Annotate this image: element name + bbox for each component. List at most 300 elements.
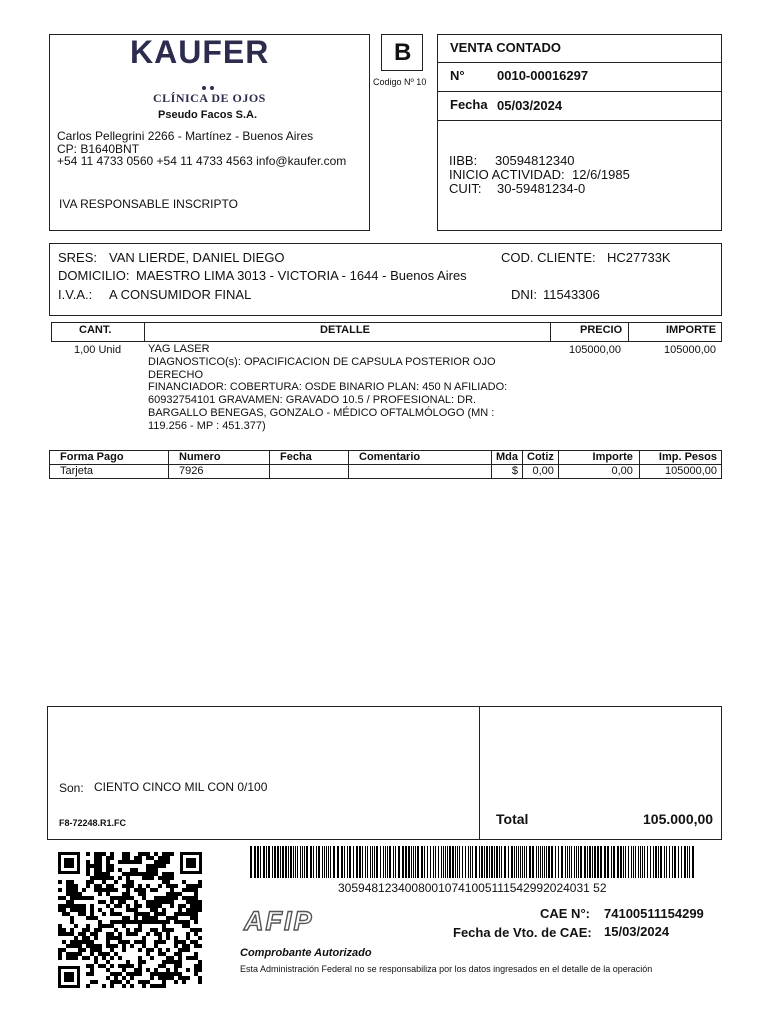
barcode-bar — [455, 846, 456, 878]
qr-module — [154, 916, 158, 920]
barcode-number: 30594812340080010741005111542992024031 52 — [338, 881, 607, 895]
qr-module — [106, 884, 110, 888]
pay-header-mda: Mda — [492, 451, 523, 465]
customer-box — [49, 243, 722, 316]
qr-module — [122, 920, 126, 924]
qr-module — [66, 888, 70, 892]
barcode-bar — [514, 846, 515, 878]
qr-module — [118, 936, 122, 940]
item-detalle — [148, 343, 507, 433]
qr-module — [174, 940, 178, 944]
barcode-bar — [620, 846, 622, 878]
qr-module — [110, 964, 114, 968]
barcode-bar — [475, 846, 477, 878]
qr-module — [70, 940, 74, 944]
qr-module — [162, 872, 166, 876]
qr-module — [86, 944, 90, 948]
barcode-bar — [402, 846, 404, 878]
qr-module — [138, 968, 142, 972]
form-code: F8-72248.R1.FC — [59, 818, 127, 828]
qr-module — [126, 940, 130, 944]
qr-module — [174, 920, 178, 924]
qr-module — [158, 860, 162, 864]
qr-module — [90, 880, 94, 884]
qr-module — [98, 872, 102, 876]
barcode-bar — [684, 846, 686, 878]
qr-module — [102, 984, 106, 988]
qr-module — [106, 892, 110, 896]
barcode-bar — [272, 846, 273, 878]
qr-module — [74, 908, 78, 912]
qr-module — [134, 928, 138, 932]
qr-module — [142, 896, 146, 900]
qr-module — [142, 912, 146, 916]
qr-module — [154, 888, 158, 892]
barcode-bar — [274, 846, 276, 878]
qr-module — [146, 884, 150, 888]
barcode-bar — [395, 846, 396, 878]
qr-module — [58, 956, 62, 960]
qr-module — [134, 908, 138, 912]
pay-importe: 0,00 — [558, 465, 639, 479]
barcode-bar — [470, 846, 471, 878]
qr-module — [94, 932, 98, 936]
qr-module — [166, 892, 170, 896]
pay-header-importe: Importe — [558, 451, 639, 465]
items-header — [51, 322, 722, 342]
qr-module — [74, 904, 78, 908]
pay-mda: $ — [492, 465, 523, 479]
barcode-bar — [260, 846, 261, 878]
iva-condition: A CONSUMIDOR FINAL — [109, 287, 252, 302]
payments-row — [50, 465, 722, 479]
qr-module — [142, 916, 146, 920]
qr-module — [134, 920, 138, 924]
qr-module — [122, 852, 126, 856]
qr-module — [166, 936, 170, 940]
qr-module — [58, 896, 62, 900]
invoice-title: VENTA CONTADO — [450, 40, 561, 55]
qr-module — [74, 940, 78, 944]
qr-module — [114, 980, 118, 984]
barcode-bar — [280, 846, 281, 878]
barcode-bar — [372, 846, 373, 878]
qr-module — [130, 908, 134, 912]
qr-module — [86, 880, 90, 884]
qr-module — [194, 940, 198, 944]
qr-module — [102, 956, 106, 960]
qr-module — [194, 952, 198, 956]
qr-module — [158, 876, 162, 880]
qr-module — [66, 956, 70, 960]
qr-module — [162, 860, 166, 864]
qr-module — [98, 948, 102, 952]
qr-module — [70, 944, 74, 948]
barcode-bar — [499, 846, 500, 878]
qr-module — [78, 932, 82, 936]
barcode-bar — [443, 846, 444, 878]
qr-module — [90, 980, 94, 984]
barcode-bar — [457, 846, 458, 878]
qr-module — [118, 956, 122, 960]
barcode-bar — [302, 846, 303, 878]
qr-module — [166, 916, 170, 920]
qr-module — [82, 912, 86, 916]
barcode-bar — [374, 846, 375, 878]
qr-module — [134, 888, 138, 892]
qr-module — [166, 872, 170, 876]
qr-module — [154, 928, 158, 932]
qr-module — [154, 908, 158, 912]
qr-module — [154, 944, 158, 948]
barcode-bar — [479, 846, 480, 878]
qr-module — [130, 964, 134, 968]
qr-module — [194, 920, 198, 924]
qr-module — [58, 908, 62, 912]
qr-module — [134, 932, 138, 936]
barcode-bar — [427, 846, 428, 878]
qr-module — [102, 912, 106, 916]
qr-module — [198, 900, 202, 904]
qr-module — [66, 884, 70, 888]
qr-module — [86, 852, 90, 856]
son-label: Son: — [59, 781, 84, 795]
qr-module — [186, 948, 190, 952]
qr-module — [178, 976, 182, 980]
qr-module — [90, 948, 94, 952]
qr-module — [126, 852, 130, 856]
qr-module — [194, 928, 198, 932]
qr-module — [178, 956, 182, 960]
payments-header-row — [50, 451, 722, 465]
pay-header-comentario: Comentario — [349, 451, 492, 465]
qr-module — [194, 972, 198, 976]
qr-module — [142, 876, 146, 880]
cuit-label: CUIT: — [449, 181, 482, 196]
qr-module — [90, 972, 94, 976]
qr-module — [98, 888, 102, 892]
qr-module — [150, 876, 154, 880]
barcode-bar — [447, 846, 448, 878]
barcode-bar — [263, 846, 265, 878]
qr-module — [146, 852, 150, 856]
qr-module — [70, 920, 74, 924]
qr-module — [86, 860, 90, 864]
barcode-bar — [592, 846, 593, 878]
qr-module — [170, 852, 174, 856]
qr-module — [150, 972, 154, 976]
barcode-bar — [681, 846, 682, 878]
barcode-bar — [548, 846, 550, 878]
barcode-bar — [529, 846, 531, 878]
invoice-letter-box — [381, 34, 423, 71]
qr-module — [110, 924, 114, 928]
qr-module — [126, 920, 130, 924]
qr-module — [90, 864, 94, 868]
barcode-bar — [640, 846, 641, 878]
qr-module — [98, 908, 102, 912]
totals-box — [47, 706, 722, 840]
qr-module — [122, 916, 126, 920]
qr-module — [162, 920, 166, 924]
qr-module — [182, 904, 186, 908]
qr-module — [142, 920, 146, 924]
qr-module — [118, 972, 122, 976]
issuer-iva: IVA RESPONSABLE INSCRIPTO — [59, 197, 238, 211]
qr-module — [194, 932, 198, 936]
qr-module — [110, 868, 114, 872]
qr-module — [190, 900, 194, 904]
barcode-bar — [297, 846, 298, 878]
qr-module — [146, 916, 150, 920]
issuer-address: Carlos Pellegrini 2266 - Martínez - Buenos Aires — [57, 129, 314, 143]
qr-module — [126, 908, 130, 912]
barcode-bar — [389, 846, 391, 878]
qr-module — [194, 904, 198, 908]
qr-module — [158, 948, 162, 952]
qr-module — [154, 872, 158, 876]
qr-module — [130, 860, 134, 864]
qr-module — [58, 880, 62, 884]
qr-module — [162, 984, 166, 988]
barcode-bar — [417, 846, 419, 878]
qr-module — [150, 948, 154, 952]
barcode-bar — [300, 846, 301, 878]
barcode-bar — [310, 846, 312, 878]
qr-module — [94, 864, 98, 868]
qr-module — [138, 860, 142, 864]
barcode-bar — [293, 846, 294, 878]
qr-module — [174, 980, 178, 984]
barcode-bar — [316, 846, 317, 878]
qr-module — [122, 924, 126, 928]
barcode-bar — [433, 846, 434, 878]
qr-module — [122, 896, 126, 900]
cae-number: 74100511154299 — [604, 906, 704, 921]
qr-module — [90, 940, 94, 944]
qr-module — [126, 860, 130, 864]
qr-module — [110, 856, 114, 860]
qr-module — [126, 880, 130, 884]
qr-module — [162, 972, 166, 976]
qr-module — [122, 984, 126, 988]
qr-module — [174, 960, 178, 964]
pay-forma: Tarjeta — [50, 465, 169, 479]
qr-module — [198, 904, 202, 908]
qr-module — [134, 900, 138, 904]
qr-module — [130, 880, 134, 884]
qr-module — [154, 984, 158, 988]
qr-module — [122, 976, 126, 980]
qr-module — [62, 932, 66, 936]
company-name: Pseudo Facos S.A. — [158, 109, 258, 121]
qr-module — [98, 860, 102, 864]
detalle-line: FINANCIADOR: COBERTURA: OSDE BINARIO PLAN: 450 N AFILIADO: — [148, 381, 508, 394]
qr-module — [138, 948, 142, 952]
qr-module — [146, 952, 150, 956]
qr-module — [102, 872, 106, 876]
qr-module — [78, 944, 82, 948]
qr-module — [118, 940, 122, 944]
barcode-bar — [526, 846, 527, 878]
qr-module — [126, 884, 130, 888]
barcode-bar — [655, 846, 657, 878]
qr-module — [142, 984, 146, 988]
qr-module — [98, 944, 102, 948]
qr-module — [126, 928, 130, 932]
qr-module — [86, 884, 90, 888]
qr-module — [94, 868, 98, 872]
barcode — [250, 846, 698, 878]
qr-module — [146, 876, 150, 880]
iibb-value: 30594812340 — [495, 153, 575, 168]
detalle-line: 60932754101 GRAVAMEN: GRAVADO 10.5 / PROFESIONAL: DR. — [148, 394, 477, 407]
qr-module — [158, 984, 162, 988]
barcode-bar — [607, 846, 609, 878]
qr-module — [194, 892, 198, 896]
qr-module — [126, 896, 130, 900]
qr-module — [158, 884, 162, 888]
qr-module — [138, 940, 142, 944]
qr-module — [58, 904, 62, 908]
barcode-bar — [288, 846, 289, 878]
qr-module — [130, 920, 134, 924]
qr-module — [110, 956, 114, 960]
barcode-bar — [318, 846, 320, 878]
sres-label: SRES: — [58, 250, 98, 265]
qr-module — [194, 968, 198, 972]
invoice-box — [437, 34, 722, 231]
qr-module — [134, 940, 138, 944]
barcode-bar — [484, 846, 485, 878]
qr-module — [74, 888, 78, 892]
barcode-bar — [569, 846, 570, 878]
qr-module — [158, 972, 162, 976]
pay-header-imp-pesos: Imp. Pesos — [639, 451, 721, 465]
qr-module — [98, 876, 102, 880]
barcode-bar — [546, 846, 547, 878]
barcode-bar — [465, 846, 466, 878]
qr-module — [158, 936, 162, 940]
qr-module — [110, 948, 114, 952]
qr-module — [126, 904, 130, 908]
qr-module — [150, 904, 154, 908]
qr-module — [186, 900, 190, 904]
barcode-bar — [565, 846, 566, 878]
barcode-bar — [341, 846, 343, 878]
qr-module — [110, 932, 114, 936]
qr-module — [110, 980, 114, 984]
qr-module — [166, 884, 170, 888]
qr-module — [166, 972, 170, 976]
qr-module — [194, 964, 198, 968]
barcode-bar — [468, 846, 469, 878]
barcode-bar — [650, 846, 651, 878]
barcode-bar — [540, 846, 541, 878]
qr-module — [70, 888, 74, 892]
barcode-bar — [452, 846, 454, 878]
barcode-bar — [660, 846, 662, 878]
qr-module — [106, 872, 110, 876]
detalle-line: YAG LASER — [148, 343, 210, 355]
barcode-bar — [604, 846, 606, 878]
qr-module — [98, 924, 102, 928]
qr-module — [106, 868, 110, 872]
qr-module — [130, 884, 134, 888]
barcode-bar — [304, 846, 305, 878]
qr-module — [178, 964, 182, 968]
qr-module — [182, 944, 186, 948]
qr-module — [74, 884, 78, 888]
barcode-bar — [631, 846, 632, 878]
qr-module — [62, 940, 66, 944]
barcode-bar — [558, 846, 559, 878]
qr-module — [110, 936, 114, 940]
qr-module — [154, 912, 158, 916]
qr-module — [138, 956, 142, 960]
qr-module — [70, 880, 74, 884]
qr-module — [74, 944, 78, 948]
qr-module — [138, 872, 142, 876]
detalle-line: BARGALLO BENEGAS, GONZALO - MÉDICO OFTALMÓLOGO (MN : — [148, 406, 495, 419]
qr-module — [110, 896, 114, 900]
qr-module — [98, 900, 102, 904]
barcode-bar — [689, 846, 690, 878]
inicio-label: INICIO ACTIVIDAD: — [449, 167, 565, 182]
qr-module — [142, 944, 146, 948]
qr-module — [134, 912, 138, 916]
qr-module — [122, 872, 126, 876]
qr-module — [74, 952, 78, 956]
qr-module — [150, 984, 154, 988]
qr-module — [166, 900, 170, 904]
barcode-bar — [638, 846, 639, 878]
domicilio-label: DOMICILIO: — [58, 268, 130, 283]
customer-name: VAN LIERDE, DANIEL DIEGO — [109, 250, 285, 265]
qr-module — [126, 972, 130, 976]
qr-module — [138, 892, 142, 896]
barcode-bar — [365, 846, 366, 878]
barcode-bar — [623, 846, 624, 878]
qr-module — [118, 964, 122, 968]
qr-module — [194, 956, 198, 960]
qr-module — [110, 908, 114, 912]
pay-imp-pesos: 105000,00 — [639, 465, 721, 479]
qr-module — [154, 940, 158, 944]
qr-module — [186, 896, 190, 900]
qr-module — [182, 912, 186, 916]
cod-cliente: HC27733K — [607, 250, 671, 265]
qr-module — [110, 972, 114, 976]
qr-module — [158, 864, 162, 868]
qr-module — [174, 936, 178, 940]
qr-module — [174, 968, 178, 972]
qr-module — [58, 948, 62, 952]
qr-module — [178, 952, 182, 956]
qr-module — [162, 924, 166, 928]
barcode-bar — [653, 846, 654, 878]
qr-module — [94, 872, 98, 876]
qr-module — [138, 924, 142, 928]
qr-module — [62, 908, 66, 912]
barcode-bar — [674, 846, 676, 878]
qr-module — [162, 908, 166, 912]
barcode-bar — [324, 846, 325, 878]
qr-module — [190, 956, 194, 960]
qr-module — [94, 936, 98, 940]
item-cant: 1,00 Unid — [74, 344, 122, 356]
qr-module — [126, 964, 130, 968]
